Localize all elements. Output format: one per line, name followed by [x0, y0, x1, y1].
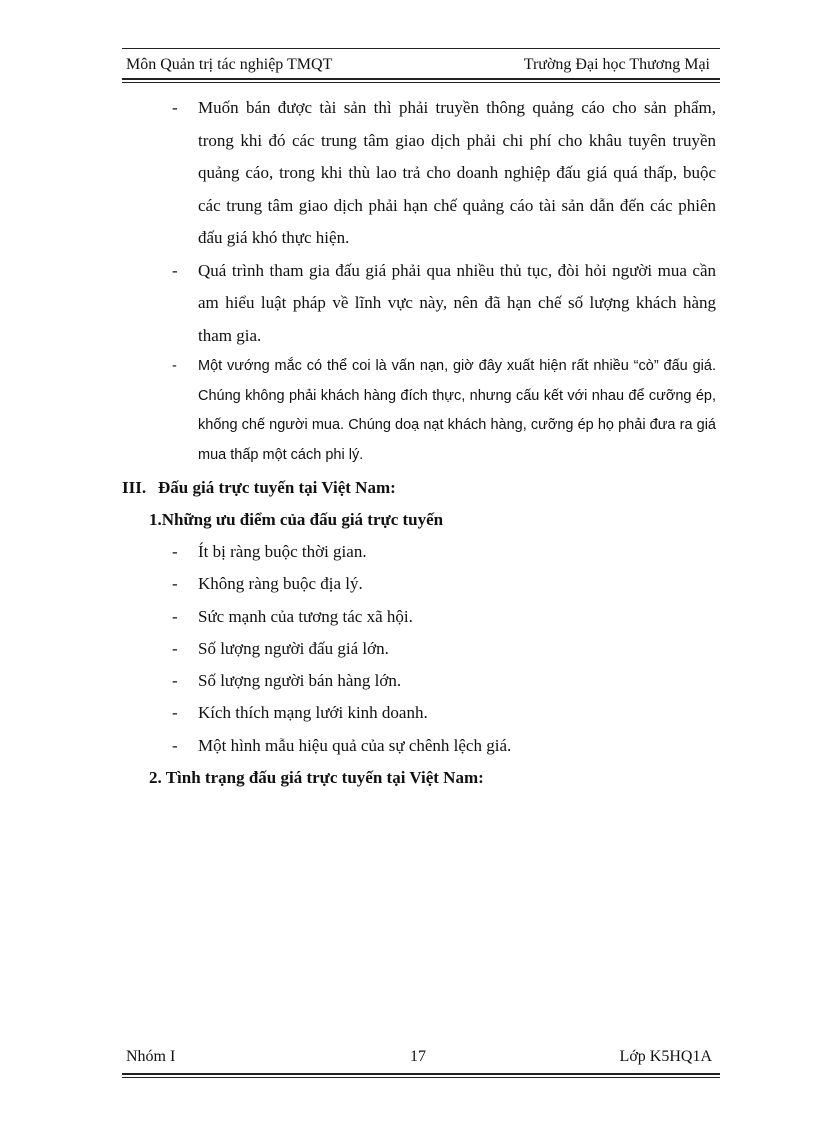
list-item	[122, 665, 720, 697]
bullet-dash: -	[172, 703, 178, 723]
list-item-text: Kích thích mạng lưới kinh doanh.	[198, 703, 428, 723]
list-item-text: Ít bị ràng buộc thời gian.	[198, 542, 367, 561]
advantages-list	[122, 536, 720, 762]
page-number: 17	[410, 1048, 426, 1065]
footer-group: Nhóm I	[126, 1048, 176, 1065]
bullet-dash: -	[172, 735, 178, 755]
bullet-dash: -	[172, 98, 178, 117]
page-header	[122, 52, 720, 78]
footer-rule-thin	[122, 1077, 720, 1078]
list-item	[122, 633, 720, 665]
bullet-dash: -	[172, 638, 178, 658]
header-course-name: Môn Quản trị tác nghiệp TMQT	[126, 56, 333, 73]
list-item	[122, 568, 720, 600]
problem-item	[122, 92, 720, 255]
header-rule-top	[122, 48, 720, 49]
problem-item	[122, 255, 720, 353]
page-body	[122, 92, 720, 794]
bullet-dash: -	[172, 542, 178, 561]
bullet-dash: -	[172, 671, 178, 691]
header-university-name: Trường Đại học Thương Mại	[523, 56, 710, 73]
problem-text: Một vướng mắc có thể coi là vấn nạn, giờ đây xuất hiện rất nhiều “cò” đấu giá. Chúng không phải khách hàng đích thực, nhưng cấu kết với nhau để cưỡng ép, khống chế người mua. Chúng doạ nạt khách hàng, cưỡng ép họ phải đưa ra giá mua thấp một cách phi lý.	[198, 358, 716, 463]
problem-item	[122, 352, 720, 470]
subsection-heading: 1.Những ưu điểm của đấu giá trực tuyến	[149, 510, 444, 529]
list-item-text: Số lượng người đấu giá lớn.	[198, 638, 389, 658]
section-title: Đấu giá trực tuyến tại Việt Nam:	[158, 478, 396, 497]
list-item-text: Số lượng người bán hàng lớn.	[198, 671, 402, 691]
problem-text: Muốn bán được tài sản thì phải truyền thông quảng cáo cho sản phẩm, trong khi đó các trung tâm giao dịch phải chi phí cho khâu tuyên truyền quảng cáo, trong khi thù lao trả cho doanh nghiệp đấu giá quá thấp, buộc các trung tâm giao dịch phải hạn chế quảng cáo tài sản dẫn đến các phiên đấu giá khó thực hiện.	[198, 98, 716, 247]
section-number: III.	[122, 478, 147, 497]
list-item	[122, 697, 720, 729]
bullet-dash: -	[172, 606, 178, 626]
section-heading	[122, 472, 720, 504]
list-item	[122, 730, 720, 762]
page-footer	[122, 1046, 720, 1072]
header-rule-thin	[122, 82, 720, 83]
bullet-dash: -	[172, 260, 178, 280]
problem-text: Quá trình tham gia đấu giá phải qua nhiều thủ tục, đòi hỏi người mua cần am hiểu luật pháp về lĩnh vực này, nên đã hạn chế số lượng khách hàng tham gia.	[198, 260, 716, 345]
footer-class: Lớp K5HQ1A	[619, 1048, 712, 1065]
footer-rule-thick	[122, 1073, 720, 1075]
subsection-heading: 2. Tình trạng đấu giá trực tuyến tại Việt Nam:	[149, 768, 484, 788]
header-rule-thick	[122, 78, 720, 80]
bullet-dash: -	[172, 574, 178, 594]
list-item	[122, 601, 720, 633]
list-item-text: Một hình mẫu hiệu quả của sự chênh lệch giá.	[198, 735, 512, 755]
bullet-dash: -	[172, 358, 177, 374]
list-item	[122, 536, 720, 568]
list-item-text: Sức mạnh của tương tác xã hội.	[198, 606, 413, 626]
list-item-text: Không ràng buộc địa lý.	[198, 574, 363, 594]
